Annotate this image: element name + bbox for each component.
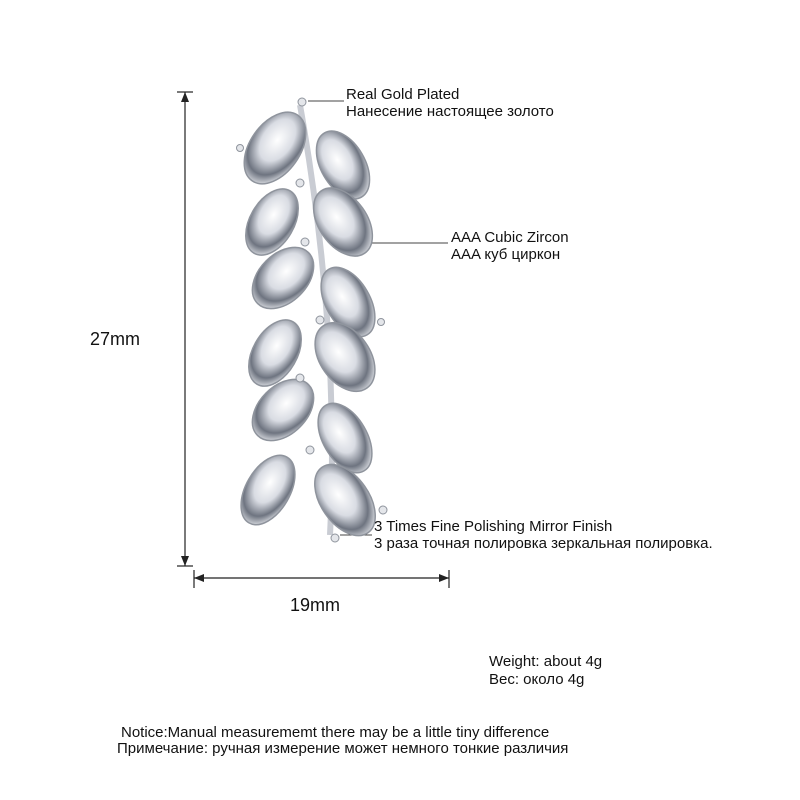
polishing-label-ru: 3 раза точная полировка зеркальная полировка. — [374, 535, 713, 552]
earring-stones — [230, 101, 388, 547]
cubic-zircon-label-ru: AAA куб циркон — [451, 246, 561, 263]
polishing-label-en: 3 Times Fine Polishing Mirror Finish — [374, 518, 613, 535]
cubic-zircon-label-en: AAA Cubic Zircon — [451, 229, 569, 246]
gold-plated-label-ru: Нанесение настоящее золото — [346, 103, 554, 120]
weight-label-en: Weight: about 4g — [489, 653, 603, 670]
gold-plated-label-en: Real Gold Plated — [346, 86, 460, 103]
notice-text-en: Notice:Manual measurememt there may be a little tiny difference — [121, 724, 550, 741]
height-dimension-line — [177, 92, 193, 566]
weight-label-ru: Вес: около 4g — [489, 671, 585, 688]
width-dimension-line — [194, 570, 449, 588]
notice-text-ru: Примечание: ручная измерение может немного тонкие различия — [117, 740, 569, 757]
width-dimension-label: 19mm — [290, 595, 341, 615]
height-dimension-label: 27mm — [90, 329, 141, 349]
